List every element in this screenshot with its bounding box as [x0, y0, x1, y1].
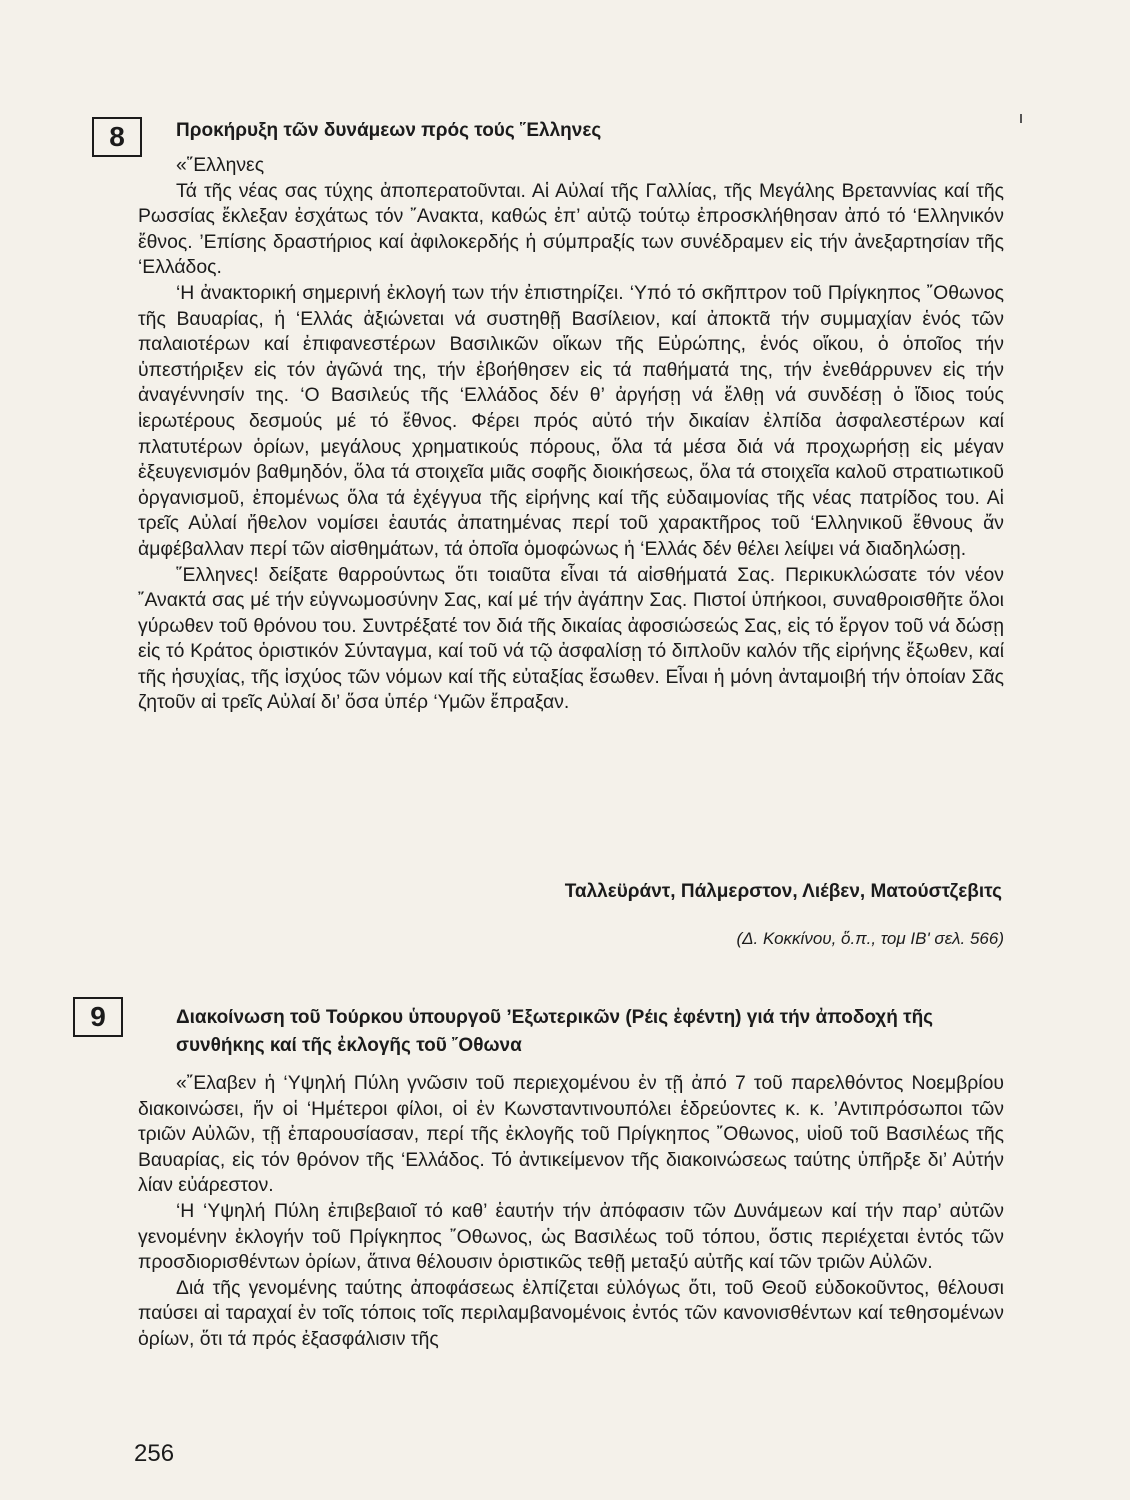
paragraph: «῎Ελαβεν ἡ ‘Υψηλή Πύλη γνῶσιν τοῦ περιεχομένου ἐν τῇ ἀπό 7 τοῦ παρελθόντος Νοεμβρίου διακοινώσει, ἥν οἱ ‘Ημέτεροι φίλοι, οἱ ἐν Κωνσταντινουπόλει ἑδρεύοντες κ. κ. ’Αντιπρόσωποι τῶν τριῶν Αὐλῶν, τῇ ἐπαρουσίασαν, περί τῆς ἐκλογῆς τοῦ Πρίγκηπος ῎Οθωνος, υἱοῦ τοῦ Βασιλέως τῆς Βαυαρίας, εἰς τόν θρόνον τῆς ‘Ελλάδος. Τό ἀντικείμενον τῆς διακοινώσεως ταύτης ὑπῆρξε δι’ Αὐτήν λίαν εὐάρεστον.: [138, 1072, 1004, 1197]
paragraph: Τά τῆς νέας σας τύχης ἀποπερατοῦνται. Αἱ Αὐλαί τῆς Γαλλίας, τῆς Μεγάλης Βρεταννίας καί τῆς Ρωσσίας ἔκλεξαν ἐσχάτως τόν ῎Ανακτα, καθώς ἐπ’ αὐτῷ τούτῳ ἐπροσκλήθησαν ἀπό τό ‘Ελληνικόν ἔθνος. ’Επίσης δραστήριος καί ἀφιλοκερδής ἡ σύμπραξίς των συνέδραμεν εἰς τήν ἀνεξαρτησίαν τῆς ‘Ελλάδος.: [138, 179, 1004, 279]
paragraph: ῞Ελληνες! δείξατε θαρρούντως ὅτι τοιαῦτα εἶναι τά αἰσθήματά Σας. Περικυκλώσατε τόν νέον ῎Ανακτά σας μέ τήν εὐγνωμοσύνην Σας, καί μέ τήν ἀγάπην Σας. Πιστοί ὑπήκοοι, συναθροισθῆτε ὅλοι γύρωθεν τοῦ θρόνου του. Συντρέξατέ τον διά τῆς δικαίας ἀφοσιώσεώς Σας, εἰς τό ἔργον τοῦ νά δώσῃ εἰς τό Κράτος ὁριστικόν Σύνταγμα, καί τοῦ νά τῷ ἀσφαλίσῃ τό διπλοῦν καλόν τῆς εἰρήνης ἔξωθεν, καί τῆς ἡσυχίας, τῆς ἰσχύος τῶν νόμων καί τῆς εὐταξίας ἔσωθεν. Εἶναι ἡ μόνη ἀνταμοιβή τήν ὁποίαν Σᾶς ζητοῦν αἱ τρεῖς Αὐλαί δι’ ὅσα ὑπέρ ‘Υμῶν ἔπραξαν.: [138, 563, 1004, 714]
paragraph: ‘Η ἀνακτορική σημερινή ἐκλογή των τήν ἐπιστηρίζει. ‘Υπό τό σκῆπτρον τοῦ Πρίγκηπος ῎Οθωνος τῆς Βαυαρίας, ἡ ‘Ελλάς ἀξιώνεται νά συστηθῇ Βασίλειον, καί ἀποκτᾶ τήν συμμαχίαν ἑνός τῶν παλαιοτέρων καί ἐπιφανεστέρων Βασιλικῶν οἴκων τῆς Εὐρώπης, ἑνός οἴκου, ὁ ὁποῖος τήν ὑπεστήριξεν εἰς τόν ἀγῶνά της, τήν ἐβοήθησεν εἰς τά παθήματά της, τήν ἐνεθάρρυνεν εἰς τήν ἀναγέννησίν της. ‘Ο Βασιλεύς τῆς ‘Ελλάδος δέν θ’ ἀργήσῃ νά ἔλθῃ νά συνδέσῃ ὁ ἴδιος τούς ἱερωτέρους δεσμούς μέ τό ἔθνος. Φέρει πρός αὐτό τήν δικαίαν ἐλπίδα ἀσφαλεστέρων καί πλατυτέρων ὁρίων, μεγάλους χρηματικούς πόρους, ὅλα τά μέσα διά νά προχωρήσῃ εἰς μέγαν ἐξευγενισμόν βαθμηδόν, ὅλα τά στοιχεῖα μιᾶς σοφῆς διοικήσεως, ὅλα τά στοιχεῖα καλοῦ στρατιωτικοῦ ὀργανισμοῦ, ἐπομένως ὅλα τά ἐχέγγυα τῆς εἰρήνης καί τῆς εὐδαιμονίας τῆς νέας πατρίδος του. Αἱ τρεῖς Αὐλαί ἤθελον νομίσει ἑαυτάς ἀπατημένας περί τοῦ χαρακτῆρος τοῦ ‘Ελληνικοῦ ἔθνους ἄν ἀμφέβαλλαν περί τῶν αἰσθημάτων, τά ὁποῖα ὁμοφώνως ἡ ‘Ελλάς δέν θέλει λείψει νά διαδηλώσῃ.: [138, 281, 1004, 560]
document-number-box: 9: [73, 997, 123, 1037]
document-body: [138, 153, 1004, 716]
document-body: [138, 1071, 1004, 1353]
signatories: Ταλλεϋράντ, Πάλμερστον, Λιέβεν, Ματούστζεβιτς: [564, 881, 1002, 902]
document-title: Διακοίνωση τοῦ Τούρκου ὑπουργοῦ ’Εξωτερικῶν (Ρέις ἐφέντη) γιά τήν ἀποδοχή τῆς συνθήκης καί τῆς ἐκλογῆς τοῦ ῎Οθωνα: [176, 1007, 934, 1056]
page-number: 256: [134, 1440, 175, 1467]
paragraph: ‘Η ‘Υψηλή Πύλη ἐπιβεβαιοῖ τό καθ’ ἑαυτήν τήν ἀπόφασιν τῶν Δυνάμεων καί τήν παρ’ αὐτῶν γενομένην ἐκλογήν τοῦ Πρίγκηπος ῎Οθωνος, ὡς Βασιλέως τοῦ τόπου, ὅστις περιέχεται ἐντός τῶν προσδιορισθέντων ὁρίων, ἅτινα θέλουσιν ὁριστικῶς τεθῇ μεταξύ αὐτῆς καί τῶν τριῶν Αὐλῶν.: [138, 1199, 1004, 1274]
paragraph: «῞Ελληνες: [176, 154, 265, 176]
margin-mark: [1020, 114, 1022, 123]
paragraph: Διά τῆς γενομένης ταύτης ἀποφάσεως ἐλπίζεται εὐλόγως ὅτι, τοῦ Θεοῦ εὐδοκοῦντος, θέλουσι παύσει αἱ ταραχαί ἐν τοῖς τόποις τοῖς περιλαμβανομένοις ἐντός τῶν κανονισθέντων καί τεθησομένων ὁρίων, ὅτι τά πρός ἐξασφάλισιν τῆς: [138, 1276, 1004, 1350]
document-number-box: 8: [92, 117, 142, 157]
source-citation: (Δ. Κοκκίνου, ὅ.π., τομ ΙΒ' σελ. 566): [736, 929, 1004, 948]
document-title: Προκήρυξη τῶν δυνάμεων πρός τούς ῞Ελληνες: [176, 120, 602, 141]
